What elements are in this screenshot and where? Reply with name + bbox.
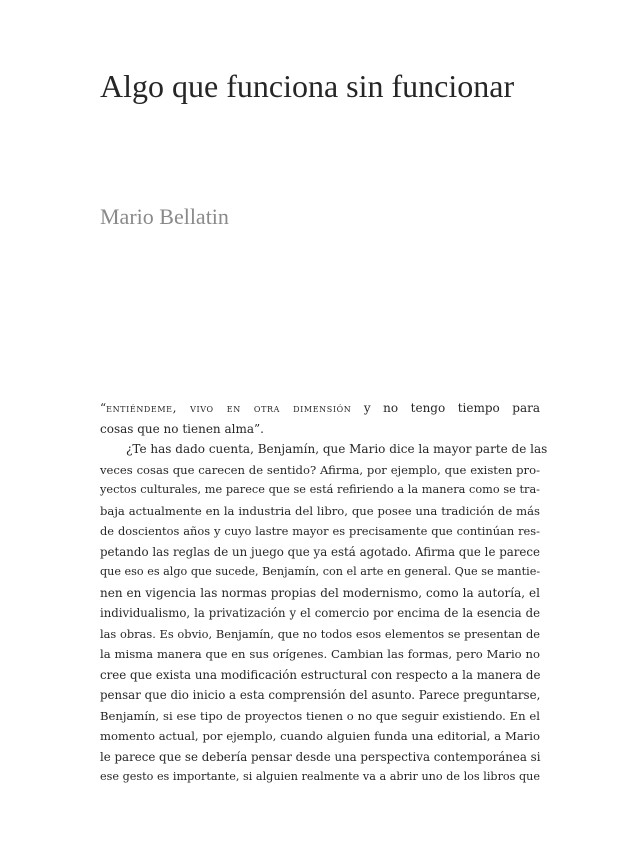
paragraph-line: petando las reglas de un juego que ya está agotado. Afirma que le parece xyxy=(100,544,540,559)
paragraph-line: veces cosas que carecen de sentido? Afirma, por ejemplo, que existen pro- xyxy=(100,462,540,477)
paragraph-line: la misma manera que en sus orígenes. Cambian las formas, pero Mario no xyxy=(100,647,540,661)
paragraph-line: baja actualmente en la industria del libro, que posee una tradición de más xyxy=(100,503,540,518)
opening-quote-mark: “ xyxy=(100,401,107,415)
paragraph-line: le parece que se debería pensar desde una perspectiva contemporánea si xyxy=(100,749,541,764)
paragraph-line: individualismo, la privatización y el comercio por encima de la esencia de xyxy=(100,606,540,620)
paragraph-line: yectos culturales, me parece que se está refiriendo a la manera como se tra- xyxy=(100,483,540,496)
paragraph-line: ese gesto es importante, si alguien realmente va a abrir uno de los libros que xyxy=(100,770,540,783)
paragraph-line: momento actual, por ejemplo, cuando alguien funda una editorial, a Mario xyxy=(100,729,540,743)
paragraph-line: pensar que dio inicio a esta comprensión del asunto. Parece preguntarse, xyxy=(100,688,541,702)
author-name: Mario Bellatin xyxy=(100,204,229,229)
opening-line-2: cosas que no tienen alma”. xyxy=(100,421,264,436)
paragraph-line: cree que exista una modificación estructural con respecto a la manera de xyxy=(100,667,541,682)
chapter-title: Algo que funciona sin funcionar xyxy=(100,68,515,104)
body-text xyxy=(100,398,548,788)
opening-line xyxy=(100,398,540,419)
paragraph-line: las obras. Es obvio, Benjamín, que no todos esos elementos se presentan de xyxy=(100,626,540,641)
paragraph-line: de doscientos años y cuyo lastre mayor es precisamente que continúan res- xyxy=(100,524,540,538)
paragraph-line: que eso es algo que sucede, Benjamín, con el arte en general. Que se mantie- xyxy=(100,565,541,578)
opening-smallcaps: entiéndeme, vivo en otra dimensión xyxy=(106,401,352,415)
paragraph-line: nen en vigencia las normas propias del modernismo, como la autoría, el xyxy=(100,585,540,600)
paragraph-line: ¿Te has dado cuenta, Benjamín, que Mario dice la mayor parte de las xyxy=(126,442,548,456)
opening-line-rest: y no tengo tiempo para xyxy=(351,401,541,415)
paragraph-line: Benjamín, si ese tipo de proyectos tienen o no que seguir existiendo. En el xyxy=(100,708,540,723)
